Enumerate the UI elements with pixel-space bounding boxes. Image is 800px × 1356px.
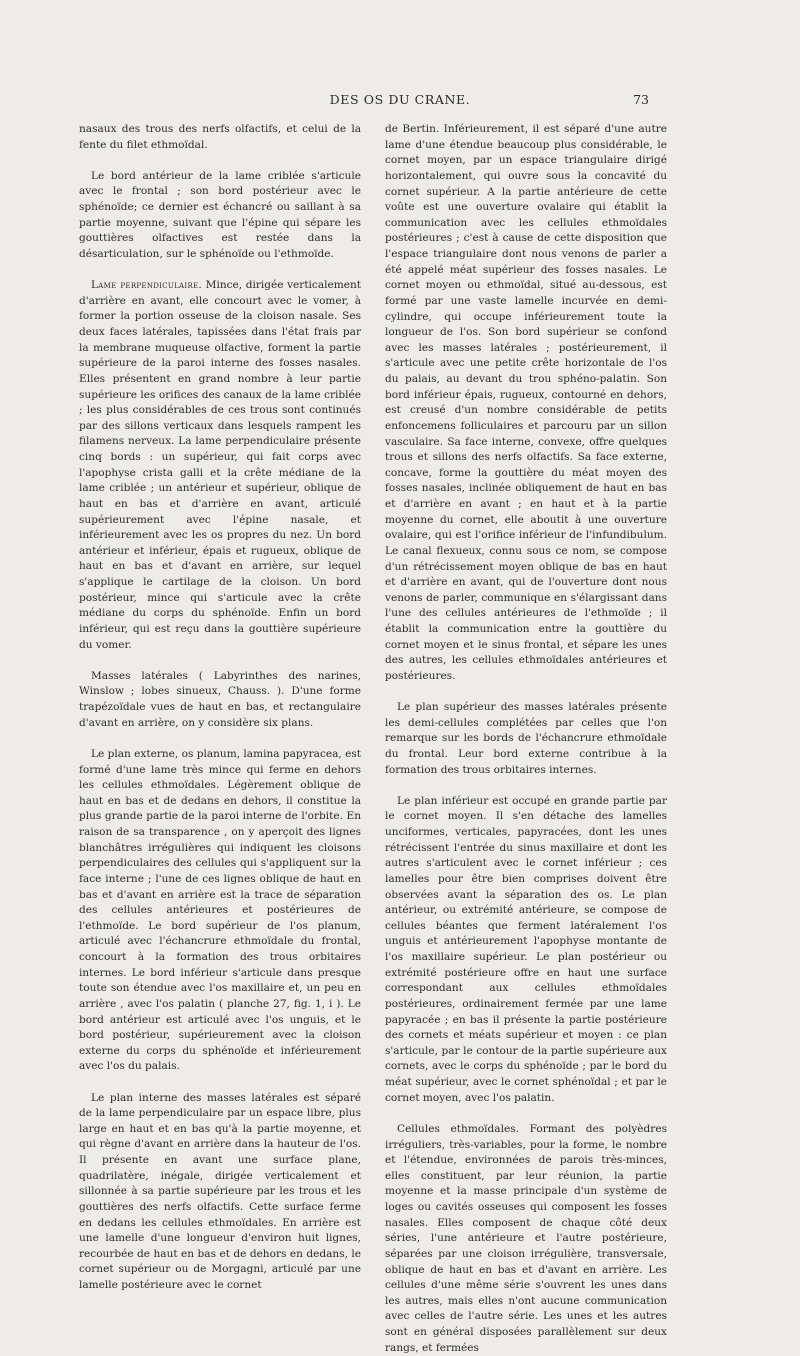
left-column: [79, 122, 361, 1294]
paragraph-lame-perpendiculaire: [79, 278, 361, 653]
right-column: [385, 122, 667, 1356]
paragraph-plan-inferieur: Le plan inférieur est occupé en grande partie par le cornet moyen. Il s'en détache des lamelles unciformes, verticales, papyracées, dont les unes rétrécissent l'entrée du sinus maxillaire et dont les autres s'articulent avec le cornet inférieur ; ces lamelles pour être bien comprises doivent être observées avant la séparation des os. Le plan antérieur, ou extrémité antérieure, se compose de cellules béantes que ferment latéralement l'os unguis et antérieurement l'apophyse montante de l'os maxillaire supérieur. Le plan postérieur ou extrémité postérieure offre en haut une surface correspondant aux cellules ethmoïdales postérieures, ordinairement fermée par une lame papyracée ; en bas il présente la partie postérieure des cornets et méats supérieur et moyen : ce plan s'articule, par le contour de la partie supérieure aux cornets, avec le corps du sphénoïde ; par le bord du méat supérieur, avec le cornet sphénoïdal ; et par le cornet moyen, avec l'os palatin.: [385, 794, 667, 1104]
page-number: 73: [633, 92, 649, 107]
paragraph-lame-criblee-bords: Le bord antérieur de la lame criblée s'articule avec le frontal ; son bord postérieur avec le sphénoïde; ce dernier est échancré ou saillant à sa partie moyenne, suivant que l'épine qui sépare les gouttières olfactives est restée dans la désarticulation, sur le sphénoïde ou l'ethmoïde.: [79, 169, 361, 260]
paragraph-lame-perpendiculaire-text: Mince, dirigée verticalement d'arrière en avant, elle concourt avec le vomer, à former la portion osseuse de la cloison nasale. Ses deux faces latérales, tapissées dans l'état frais par la membrane muqueuse olfactive, forment la partie supérieure de la paroi interne des fosses nasales. Elles présentent en grand nombre à leur partie supérieure les orifices des canaux de la lame criblée ; les plus considérables de ces trous sont continués par des sillons verticaux dans lesquels rampent les filamens nerveux. La lame perpendiculaire présente cinq bords : un supérieur, qui fait corps avec l'apophyse crista galli et la crête médiane de la lame criblée ; un antérieur et supérieur, oblique de haut en bas et d'arrière en avant, articulé supérieurement avec l'épine nasale, et inférieurement avec les os propres du nez. Un bord antérieur et inférieur, épais et rugueux, oblique de haut en bas et d'avant en arrière, sur lequel s'applique le cartilage de la cloison. Un bord postérieur, mince qui s'articule avec la crête médiane du corps du sphénoïde. Enfin un bord inférieur, qui est reçu dans la gouttière supérieure du vomer.: [79, 279, 362, 651]
paragraph-plan-superieur: Le plan supérieur des masses latérales présente les demi-cellules complétées par celles que l'on remarque sur les bords de l'échancrure ethmoïdale du frontal. Leur bord externe contribue à la formation des trous orbitaires internes.: [385, 701, 667, 776]
paragraph-continuation: nasaux des trous des nerfs olfactifs, et celui de la fente du filet ethmoïdal.: [79, 123, 361, 151]
paragraph-plan-externe: Le plan externe, os planum, lamina papyracea, est formé d'une lame très mince qui ferme en dehors les cellules ethmoïdales. Légèrement oblique de haut en bas et de dedans en dehors, il constitue la plus grande partie de la paroi interne de l'orbite. En raison de sa transparence , on y aperçoit des lignes blanchâtres irrégulières qui indiquent les cloisons perpendiculaires des cellules qui s'appliquent sur la face interne ; l'une de ces lignes oblique de haut en bas et d'avant en arrière est la trace de séparation des cellules antérieures et postérieures de l'ethmoïde. Le bord supérieur de l'os planum, articulé avec l'échancrure ethmoïdale du frontal, concourt à la formation des trous orbitaires internes. Le bord inférieur s'articule dans presque toute son étendue avec l'os maxillaire et, un peu en arrière , avec l'os palatin ( planche 27, fig. 1, i ). Le bord antérieur est articulé avec l'os unguis, et le bord postérieur, supérieurement avec la cloison externe du corps du sphénoïde et inférieurement avec l'os du palais.: [79, 747, 362, 1073]
paragraph-cornets: de Bertin. Inférieurement, il est séparé d'une autre lame d'une étendue beaucoup plus considérable, le cornet moyen, par un espace triangulaire dirigé horizontalement, qui ouvre sous la concavité du cornet supérieur. A la partie antérieure de cette voûte est une ouverture ovalaire qui établit la communication avec les cellules ethmoïdales postérieures ; c'est à cause de cette disposition que l'espace triangulaire dont nous venons de parler a été appelé méat supérieur des fosses nasales. Le cornet moyen ou ethmoïdal, situé au-dessous, est formé par une vaste lamelle incurvée en demi-cylindre, qui occupe inférieurement toute la longueur de l'os. Son bord supérieur se confond avec les masses latérales ; postérieurement, il s'articule avec une petite crête horizontale de l'os du palais, au devant du trou sphéno-palatin. Son bord inférieur épais, rugueux, contourné en dehors, est creusé d'un nombre considérable de petits enfoncemens folliculaires et parcouru par un sillon vasculaire. Sa face interne, convexe, offre quelques trous et sillons des nerfs olfactifs. Sa face externe, concave, forme la gouttière du méat moyen des fosses nasales, inclinée obliquement de haut en bas et d'arrière en avant ; en haut et à la partie moyenne du cornet, elle aboutit à une ouverture ovalaire, qui est l'orifice inférieur de l'infundibulum. Le canal flexueux, connu sous ce nom, se compose d'un rétrécissement moyen oblique de bas en haut et d'arrière en avant, qui de l'ouverture dont nous venons de parler, communique en s'élargissant dans l'une des cellules antérieures de l'ethmoïde ; il établit la communication entre la gouttière du cornet moyen et le sinus frontal, et sépare les unes des autres, les cellules ethmoïdales antérieures et postérieures.: [385, 123, 667, 682]
section-heading-lame-perpendiculaire: Lame perpendiculaire.: [91, 279, 203, 292]
paragraph-cellules-ethmoidales: Cellules ethmoïdales. Formant des polyèdres irréguliers, très-variables, pour la forme, le nombre et l'étendue, environnées de parois très-minces, elles constituent, par leur réunion, la partie moyenne et la masse principale d'un système de loges ou cavités osseuses qui composent les fosses nasales. Elles composent de chaque côté deux séries, l'une antérieure et l'autre postérieure, séparées par une cloison irrégulière, transversale, oblique de haut en bas et d'avant en arrière. Les cellules d'une même série s'ouvrent les unes dans les autres, mais elles n'ont aucune communication avec celles de l'autre série. Les unes et les autres sont en général disposées parallèlement sur deux rangs, et fermées: [385, 1122, 667, 1354]
paragraph-plan-interne: Le plan interne des masses latérales est séparé de la lame perpendiculaire par un espace libre, plus large en haut et en bas qu'à la partie moyenne, et qui règne d'avant en arrière dans la hauteur de l'os. Il présente en avant une surface plane, quadrilatère, inégale, dirigée verticalement et sillonnée à sa partie supérieure par les trous et les gouttières des nerfs olfactifs. Cette surface ferme en dedans les cellules ethmoïdales. En arrière est une lamelle d'une longueur d'environ huit lignes, recourbée de haut en bas et de dehors en dedans, le cornet supérieur ou de Morgagni, articulé par une lamelle postérieure avec le cornet: [79, 1091, 361, 1292]
page-header: [0, 92, 800, 112]
paragraph-masses-laterales: Masses latérales ( Labyrinthes des narines, Winslow ; lobes sinueux, Chauss. ). D'une forme trapézoïdale vues de haut en bas, et rectangulaire d'avant en arrière, on y considère six plans.: [79, 669, 361, 729]
running-head: DES OS DU CRANE.: [329, 92, 471, 107]
